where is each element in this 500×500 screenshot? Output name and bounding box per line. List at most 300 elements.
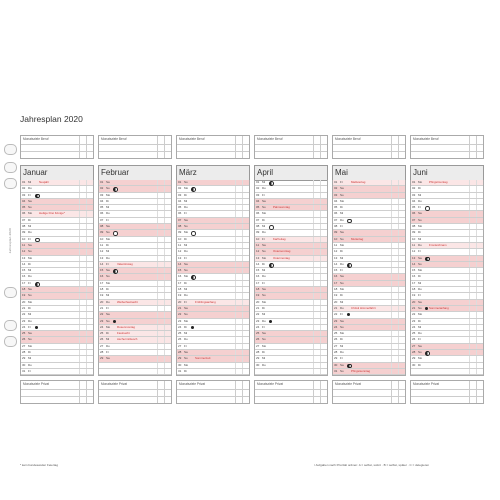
half-moon-icon xyxy=(347,364,352,369)
day-number: 16 xyxy=(412,274,416,279)
goals-work-box[interactable] xyxy=(98,135,172,159)
holiday-label: Rosenmontag xyxy=(117,324,135,329)
weekday-label: Di xyxy=(340,249,343,254)
column-divider xyxy=(313,337,314,342)
weekday-label: Di xyxy=(28,261,31,266)
weekday-label: So xyxy=(340,236,344,241)
weekday-label: Do xyxy=(418,198,422,203)
column-divider xyxy=(391,306,392,311)
day-number: 15 xyxy=(256,268,260,273)
weekday-label: Do xyxy=(184,205,188,210)
column-divider xyxy=(86,237,87,242)
weekday-label: So xyxy=(184,312,188,317)
column-divider xyxy=(313,287,314,292)
column-divider xyxy=(79,237,80,242)
column-divider xyxy=(242,356,243,361)
column-divider xyxy=(164,363,165,368)
day-number: 20 xyxy=(22,299,26,304)
ruled-line xyxy=(177,144,249,145)
goals-work-label: Monatsziele Beruf xyxy=(23,137,49,141)
column-divider xyxy=(469,337,470,342)
month-header xyxy=(410,165,484,181)
weekday-label: Mo xyxy=(262,343,267,348)
goals-work-box[interactable] xyxy=(176,135,250,159)
column-divider xyxy=(157,300,158,305)
column-divider xyxy=(164,180,165,185)
day-number: 17 xyxy=(256,280,260,285)
day-number: 22 xyxy=(334,312,338,317)
goals-private-box[interactable] xyxy=(254,380,328,404)
weekday-label: Do xyxy=(340,305,344,310)
day-number: 12 xyxy=(412,249,416,254)
day-row xyxy=(255,369,327,375)
day-number: 11 xyxy=(100,242,104,247)
day-number: 22 xyxy=(22,312,26,317)
column-divider xyxy=(391,356,392,361)
day-number: 22 xyxy=(412,312,416,317)
column-divider xyxy=(235,256,236,261)
column-divider xyxy=(476,218,477,223)
column-divider xyxy=(320,274,321,279)
day-number: 14 xyxy=(100,261,104,266)
day-number: 25 xyxy=(412,331,416,336)
column-divider xyxy=(398,237,399,242)
day-number: 15 xyxy=(100,268,104,273)
column-divider xyxy=(398,350,399,355)
day-number: 14 xyxy=(178,261,182,266)
goals-private-box[interactable] xyxy=(98,380,172,404)
day-number: 29 xyxy=(256,356,260,361)
day-number: 20 xyxy=(178,299,182,304)
column-divider xyxy=(164,193,165,198)
weekday-label: Sa xyxy=(340,318,344,323)
day-number: 28 xyxy=(334,350,338,355)
column-divider xyxy=(164,256,165,261)
weekday-label: Sa xyxy=(28,331,32,336)
column-divider xyxy=(157,312,158,317)
ruled-line xyxy=(333,389,405,390)
weekday-label: So xyxy=(262,337,266,342)
column-divider xyxy=(235,306,236,311)
column-divider xyxy=(469,312,470,317)
day-number: 13 xyxy=(256,255,260,260)
day-number: 24 xyxy=(22,324,26,329)
ruled-line xyxy=(333,144,405,145)
column-divider xyxy=(79,274,80,279)
day-row[interactable] xyxy=(333,369,405,375)
weekday-label: So xyxy=(262,249,266,254)
column-divider xyxy=(86,224,87,229)
weekday-label: So xyxy=(262,293,266,298)
column-divider xyxy=(164,369,165,374)
column-divider xyxy=(398,243,399,248)
day-row[interactable] xyxy=(21,369,93,375)
weekday-label: Mi xyxy=(262,312,266,317)
column-divider xyxy=(476,312,477,317)
column-divider xyxy=(313,300,314,305)
weekday-label: Sa xyxy=(340,274,344,279)
weekday-label: Do xyxy=(28,230,32,235)
weekday-label: Fr xyxy=(262,236,265,241)
column-divider xyxy=(242,237,243,242)
column-divider xyxy=(313,381,314,403)
day-number: 27 xyxy=(178,343,182,348)
column-divider xyxy=(242,230,243,235)
column-divider xyxy=(235,381,236,403)
binder-hole xyxy=(4,320,17,331)
column-divider xyxy=(242,268,243,273)
half-moon-icon xyxy=(425,351,430,356)
column-divider xyxy=(86,306,87,311)
column-divider xyxy=(242,218,243,223)
weekday-label: Mi xyxy=(340,211,344,216)
column-divider xyxy=(313,186,314,191)
column-divider xyxy=(391,369,392,374)
weekday-label: Sa xyxy=(418,211,422,216)
column-divider xyxy=(79,224,80,229)
column-divider xyxy=(235,243,236,248)
column-divider xyxy=(320,350,321,355)
weekday-label: So xyxy=(28,205,32,210)
column-divider xyxy=(242,319,243,324)
goals-work-box[interactable] xyxy=(254,135,328,159)
column-divider xyxy=(235,211,236,216)
holiday-label: Heilige Drei Könige* xyxy=(39,211,65,216)
weekday-label: Mo xyxy=(28,255,33,260)
day-number: 20 xyxy=(256,299,260,304)
column-divider xyxy=(313,319,314,324)
column-divider xyxy=(86,331,87,336)
day-number: 15 xyxy=(334,268,338,273)
column-divider xyxy=(476,136,477,158)
column-divider xyxy=(313,350,314,355)
column-divider xyxy=(320,237,321,242)
weekday-label: Mo xyxy=(340,198,345,203)
day-number: 01 xyxy=(334,180,338,184)
column-divider xyxy=(79,256,80,261)
day-number: 09 xyxy=(100,230,104,235)
weekday-label: Mo xyxy=(340,331,345,336)
column-divider xyxy=(469,136,470,158)
column-divider xyxy=(476,337,477,342)
weekday-label: So xyxy=(184,224,188,229)
column-divider xyxy=(398,268,399,273)
column-divider xyxy=(398,306,399,311)
column-divider xyxy=(391,331,392,336)
ruled-line xyxy=(21,144,93,145)
weekday-label: Mi xyxy=(106,293,110,298)
column-divider xyxy=(313,356,314,361)
weekday-label: Do xyxy=(106,211,110,216)
weekday-label: Sa xyxy=(184,261,188,266)
column-divider xyxy=(469,287,470,292)
weekday-label: So xyxy=(28,337,32,342)
day-number: 23 xyxy=(178,318,182,323)
column-divider xyxy=(398,256,399,261)
day-number: 07 xyxy=(256,217,260,222)
day-number: 12 xyxy=(22,249,26,254)
day-number: 21 xyxy=(178,305,182,310)
column-divider xyxy=(398,337,399,342)
day-number: 08 xyxy=(22,224,26,229)
weekday-label: Di xyxy=(418,274,421,279)
goals-private-box[interactable] xyxy=(176,380,250,404)
column-divider xyxy=(469,331,470,336)
day-number: 10 xyxy=(22,236,26,241)
weekday-label: So xyxy=(340,192,344,197)
weekday-label: Fr xyxy=(28,368,31,373)
column-divider xyxy=(157,344,158,349)
weekday-label: So xyxy=(184,356,188,361)
weekday-label: Di xyxy=(184,236,187,241)
day-number: 05 xyxy=(256,205,260,210)
column-divider xyxy=(86,256,87,261)
column-divider xyxy=(391,230,392,235)
column-divider xyxy=(242,381,243,403)
column-divider xyxy=(86,180,87,185)
goals-work-label: Monatsziele Beruf xyxy=(101,137,127,141)
ruled-line xyxy=(177,396,249,397)
day-number: 16 xyxy=(178,274,182,279)
column-divider xyxy=(157,356,158,361)
weekday-label: Mo xyxy=(28,211,33,216)
weekday-label: Di xyxy=(184,280,187,285)
column-divider xyxy=(320,281,321,286)
column-divider xyxy=(469,199,470,204)
day-number: 10 xyxy=(178,236,182,241)
weekday-label: Mo xyxy=(340,242,345,247)
day-number: 19 xyxy=(256,293,260,298)
day-number: 05 xyxy=(22,205,26,210)
column-divider xyxy=(469,249,470,254)
day-number: 04 xyxy=(22,198,26,203)
column-divider xyxy=(235,319,236,324)
day-number: 29 xyxy=(100,356,104,361)
column-divider xyxy=(235,363,236,368)
day-number: 04 xyxy=(256,198,260,203)
column-divider xyxy=(476,268,477,273)
column-divider xyxy=(320,287,321,292)
column-divider xyxy=(242,243,243,248)
day-number: 08 xyxy=(256,224,260,229)
goals-private-label: Monatsziele Privat xyxy=(257,382,284,387)
column-divider xyxy=(469,224,470,229)
day-number: 04 xyxy=(412,198,416,203)
day-row[interactable] xyxy=(177,369,249,375)
column-divider xyxy=(86,300,87,305)
weekday-label: Mi xyxy=(262,356,266,361)
new-moon-icon xyxy=(35,326,38,329)
column-divider xyxy=(313,306,314,311)
column-divider xyxy=(157,363,158,368)
column-divider xyxy=(476,319,477,324)
day-number: 31 xyxy=(334,368,338,373)
column-divider xyxy=(320,136,321,158)
day-number: 25 xyxy=(100,331,104,336)
day-number: 09 xyxy=(178,230,182,235)
column-divider xyxy=(79,281,80,286)
weekday-label: Do xyxy=(106,299,110,304)
day-number: 10 xyxy=(100,236,104,241)
column-divider xyxy=(469,230,470,235)
column-divider xyxy=(398,199,399,204)
column-divider xyxy=(79,180,80,185)
day-number: 27 xyxy=(412,343,416,348)
day-number: 19 xyxy=(100,293,104,298)
goals-work-box[interactable] xyxy=(20,135,94,159)
column-divider xyxy=(235,312,236,317)
column-divider xyxy=(320,211,321,216)
column-divider xyxy=(320,186,321,191)
column-divider xyxy=(398,218,399,223)
column-divider xyxy=(235,274,236,279)
column-divider xyxy=(242,287,243,292)
column-divider xyxy=(157,262,158,267)
column-divider xyxy=(79,325,80,330)
column-divider xyxy=(320,243,321,248)
weekday-label: Fr xyxy=(262,280,265,285)
column-divider xyxy=(164,331,165,336)
new-moon-icon xyxy=(425,307,428,310)
weekday-label: Mo xyxy=(262,299,267,304)
weekday-label: Di xyxy=(28,305,31,310)
day-number: 01 xyxy=(178,180,182,184)
weekday-label: So xyxy=(340,280,344,285)
column-divider xyxy=(79,230,80,235)
column-divider xyxy=(313,268,314,273)
weekday-label: Sa xyxy=(106,356,110,361)
column-divider xyxy=(391,293,392,298)
day-number: 02 xyxy=(100,186,104,191)
column-divider xyxy=(476,369,477,374)
goals-work-box[interactable] xyxy=(332,135,406,159)
weekday-label: Fr xyxy=(340,268,343,273)
binder-hole xyxy=(4,144,17,155)
weekday-label: Do xyxy=(28,186,32,191)
weekday-label: Sa xyxy=(28,242,32,247)
column-divider xyxy=(476,325,477,330)
day-row xyxy=(99,369,171,375)
column-divider xyxy=(86,199,87,204)
column-divider xyxy=(164,274,165,279)
half-moon-icon xyxy=(113,187,118,192)
day-number: 21 xyxy=(256,305,260,310)
weekday-label: Sa xyxy=(340,186,344,191)
weekday-label: Sa xyxy=(106,180,110,184)
binder-hole xyxy=(4,336,17,347)
column-divider xyxy=(157,281,158,286)
column-divider xyxy=(157,243,158,248)
day-list xyxy=(20,180,94,376)
column-divider xyxy=(320,319,321,324)
column-divider xyxy=(391,319,392,324)
weekday-label: Fr xyxy=(340,224,343,229)
day-number: 17 xyxy=(412,280,416,285)
column-divider xyxy=(235,186,236,191)
column-divider xyxy=(320,325,321,330)
weekday-label: Fr xyxy=(28,236,31,241)
day-number: 17 xyxy=(334,280,338,285)
column-divider xyxy=(313,325,314,330)
column-divider xyxy=(157,268,158,273)
day-number: 25 xyxy=(178,331,182,336)
column-divider xyxy=(313,237,314,242)
weekday-label: Mo xyxy=(418,224,423,229)
weekday-label: Mi xyxy=(262,224,266,229)
column-divider xyxy=(242,256,243,261)
weekday-label: Di xyxy=(418,362,421,367)
weekday-label: Sa xyxy=(418,343,422,348)
day-number: 30 xyxy=(256,362,260,367)
column-divider xyxy=(86,186,87,191)
day-number: 27 xyxy=(256,343,260,348)
weekday-label: Do xyxy=(262,318,266,323)
column-divider xyxy=(398,274,399,279)
day-number: 20 xyxy=(412,299,416,304)
day-number: 02 xyxy=(334,186,338,191)
ruled-line xyxy=(255,389,327,390)
column-divider xyxy=(157,369,158,374)
goals-private-box[interactable] xyxy=(20,380,94,404)
day-number: 15 xyxy=(412,268,416,273)
column-divider xyxy=(164,281,165,286)
month-name: Januar xyxy=(23,168,48,177)
column-divider xyxy=(476,243,477,248)
weekday-label: Sa xyxy=(106,224,110,229)
goals-private-label: Monatsziele Privat xyxy=(179,382,206,387)
weekday-label: So xyxy=(184,180,188,184)
weekday-label: Mi xyxy=(340,255,344,260)
ruled-line xyxy=(411,151,483,152)
column-divider xyxy=(469,344,470,349)
column-divider xyxy=(320,256,321,261)
day-number: 11 xyxy=(178,242,182,247)
weekday-label: Mo xyxy=(184,362,189,367)
ruled-line xyxy=(333,396,405,397)
column-divider xyxy=(469,262,470,267)
column-divider xyxy=(391,237,392,242)
column-divider xyxy=(157,230,158,235)
column-divider xyxy=(157,237,158,242)
holiday-label: Muttertag xyxy=(351,236,364,241)
goals-private-box[interactable] xyxy=(332,380,406,404)
holiday-label: Fronleichnam xyxy=(429,242,447,247)
weekday-label: So xyxy=(106,186,110,191)
day-number: 03 xyxy=(100,192,104,197)
column-divider xyxy=(313,363,314,368)
day-number: 07 xyxy=(412,217,416,222)
day-number: 13 xyxy=(100,255,104,260)
column-divider xyxy=(320,205,321,210)
weekday-label: Do xyxy=(418,287,422,292)
day-number: 03 xyxy=(22,192,26,197)
day-number: 09 xyxy=(256,230,260,235)
column-divider xyxy=(164,136,165,158)
month-name: Mai xyxy=(335,168,348,177)
column-divider xyxy=(86,344,87,349)
column-divider xyxy=(164,319,165,324)
day-number: 16 xyxy=(334,274,338,279)
day-number: 05 xyxy=(178,205,182,210)
goals-private-box[interactable] xyxy=(410,380,484,404)
column-divider xyxy=(391,199,392,204)
column-divider xyxy=(242,350,243,355)
weekday-label: Di xyxy=(340,205,343,210)
column-divider xyxy=(476,363,477,368)
goals-work-box[interactable] xyxy=(410,135,484,159)
column-divider xyxy=(242,180,243,185)
day-number: 18 xyxy=(22,287,26,292)
